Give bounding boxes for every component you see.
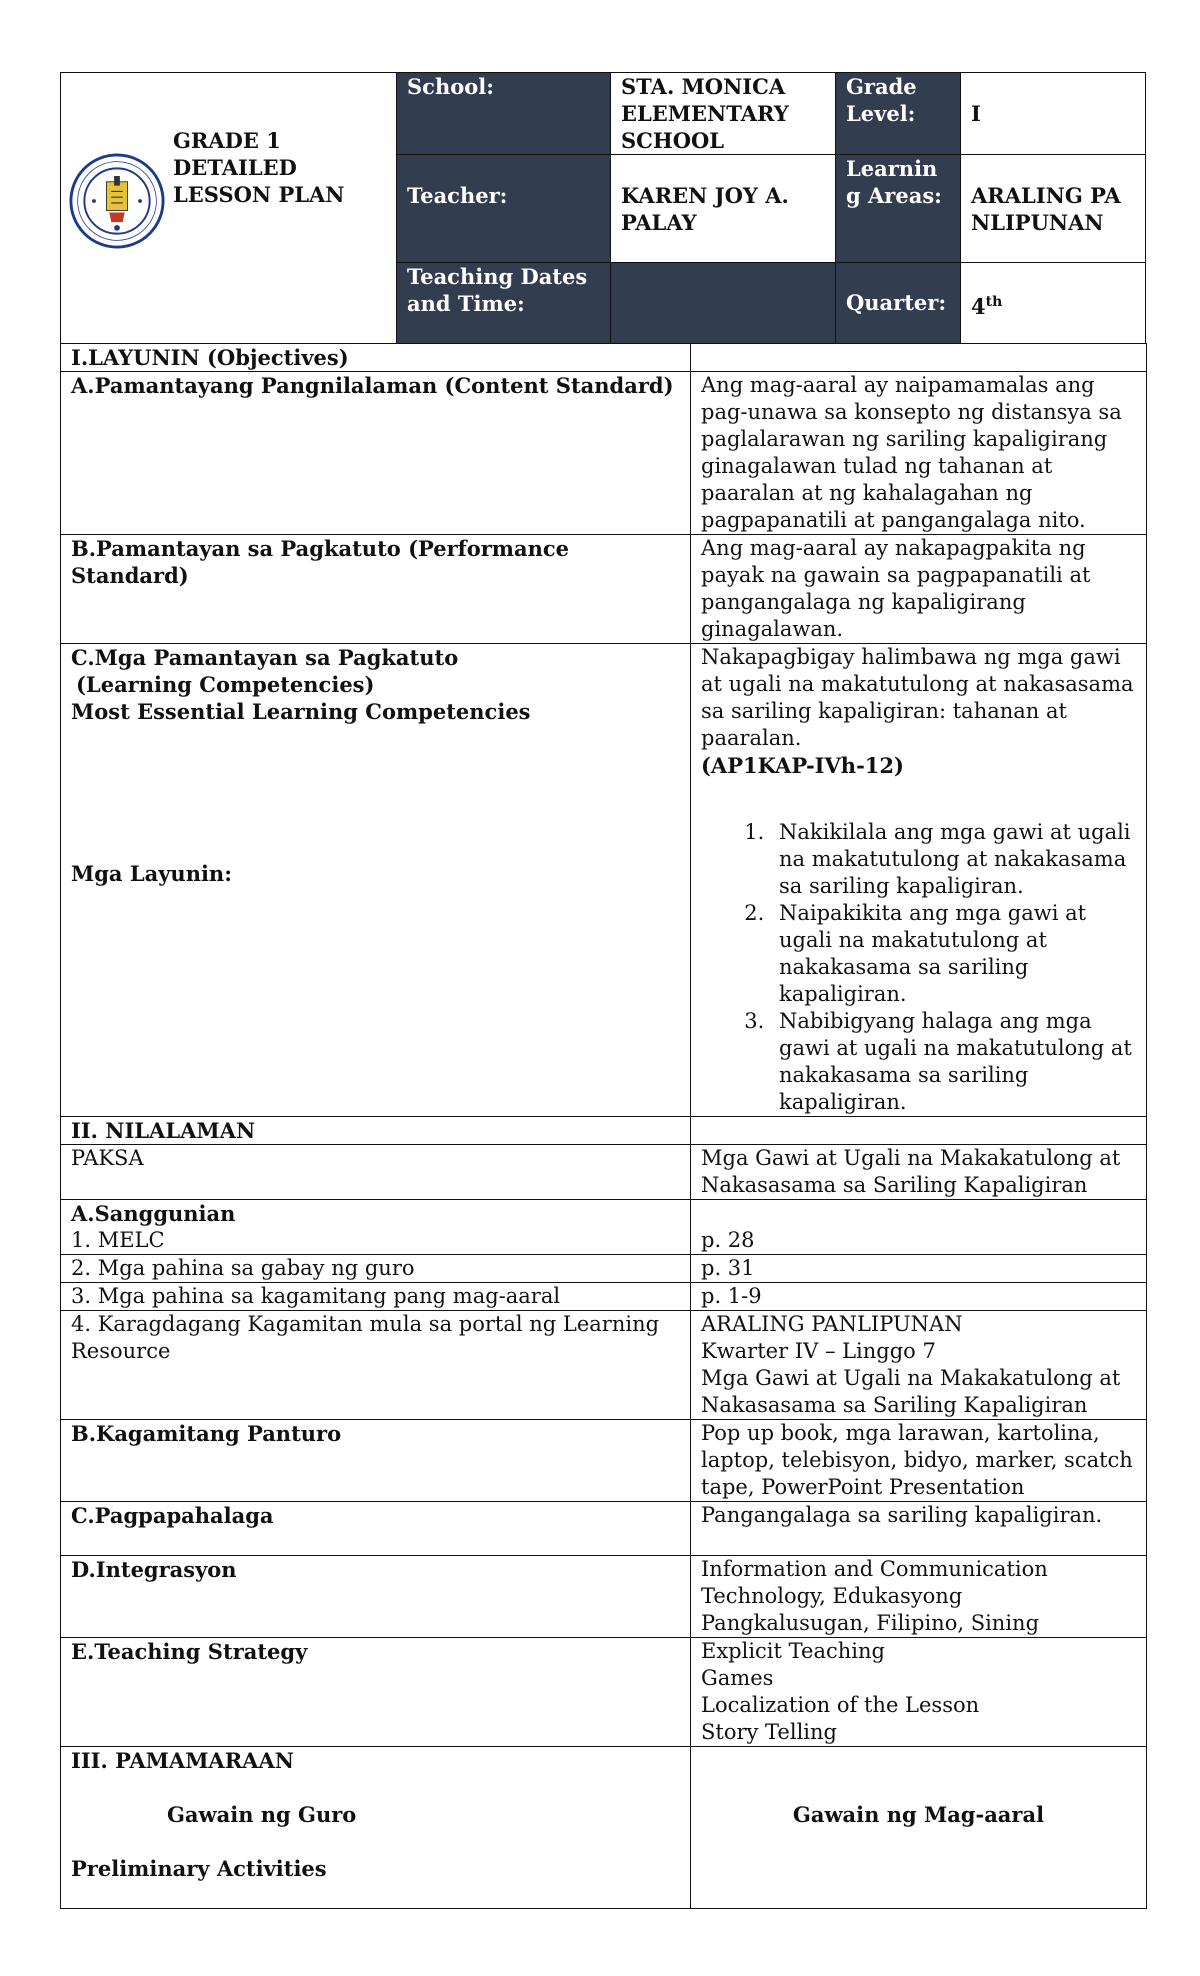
preliminary-activities-label: Preliminary Activities bbox=[71, 1856, 327, 1881]
karagdagang-value bbox=[691, 1311, 1147, 1420]
kagamitan-label: B.Kagamitang Panturo bbox=[61, 1420, 691, 1502]
pamamaraan-heading: III. PAMAMARAAN bbox=[71, 1748, 294, 1773]
reference-label: 3. Mga pahina sa kagamitang pang mag-aaral bbox=[61, 1283, 691, 1311]
objectives-heading: I.LAYUNIN (Objectives) bbox=[61, 344, 691, 372]
grade-level-value: I bbox=[960, 72, 1146, 155]
learning-areas-value: ARALING PANLIPUNAN bbox=[960, 154, 1146, 263]
table-row bbox=[61, 1117, 1147, 1145]
content-standard-value: Ang mag-aaral ay naipamamalas ang pag-unawa sa konsepto ng distansya sa paglalarawan ng sariling kapaligirang ginagalawan tulad ng tahanan at paaralan at ng kahalagahan ng pagpapanatili at pangangalaga nito. bbox=[691, 372, 1147, 535]
competency-label: (Learning Competencies) bbox=[76, 672, 375, 697]
reference-value: p. 31 bbox=[691, 1255, 1147, 1283]
quarter-number: 4 bbox=[971, 294, 986, 319]
sanggunian-cell bbox=[61, 1200, 691, 1255]
teacher-value: KAREN JOY A. PALAY bbox=[610, 154, 836, 263]
sanggunian-label: A.Sanggunian bbox=[71, 1201, 236, 1226]
table-row bbox=[61, 644, 1147, 1117]
karagdagang-line: ARALING PANLIPUNAN bbox=[701, 1312, 963, 1336]
paksa-label: PAKSA bbox=[61, 1145, 691, 1200]
reference-value: p. 28 bbox=[701, 1228, 755, 1252]
content-standard-label: A.Pamantayang Pangnilalaman (Content Standard) bbox=[61, 372, 691, 535]
table-row bbox=[61, 372, 1147, 535]
quarter-suffix: th bbox=[985, 294, 1003, 310]
table-row bbox=[61, 535, 1147, 644]
table-row bbox=[61, 1502, 1147, 1556]
table-row bbox=[61, 1638, 1147, 1747]
table-row bbox=[61, 1420, 1147, 1502]
learning-competencies-value bbox=[691, 644, 1147, 1117]
paksa-value: Mga Gawi at Ugali na Makakatulong at Nakasasama sa Sariling Kapaligiran bbox=[691, 1145, 1147, 1200]
teaching-dates-value bbox=[610, 262, 836, 344]
karagdagang-line: Mga Gawi at Ugali na Makakatulong at Nakasasama sa Sariling Kapaligiran bbox=[701, 1366, 1121, 1417]
performance-standard-label: B.Pamantayan sa Pagkatuto (Performance Standard) bbox=[61, 535, 691, 644]
table-row bbox=[61, 1283, 1147, 1311]
gawain-ng-guro-label: Gawain ng Guro bbox=[167, 1802, 357, 1827]
list-item: 1. Nakikilala ang mga gawi at ugali na makatutulong at nakakasama sa sariling kapaligiran. bbox=[771, 819, 1136, 900]
table-row bbox=[61, 344, 1147, 372]
teaching-strategy-value bbox=[691, 1638, 1147, 1747]
layunin-label: Mga Layunin: bbox=[71, 861, 232, 886]
list-item: 2. Naipakikita ang mga gawi at ugali na makatutulong at nakakasama sa sariling kapaligiran. bbox=[771, 900, 1136, 1008]
pamamaraan-cell bbox=[61, 1747, 691, 1909]
gawain-ng-mag-aaral-label: Gawain ng Mag-aaral bbox=[792, 1802, 1045, 1827]
pagpapahalaga-value: Pangangalaga sa sariling kapaligiran. bbox=[691, 1502, 1147, 1556]
nilalaman-heading: II. NILALAMAN bbox=[61, 1117, 691, 1145]
competency-text: Nakapagbigay halimbawa ng mga gawi at ugali na makatutulong at nakasasama sa sariling kapaligiran: tahanan at paaralan. bbox=[701, 645, 1134, 750]
learning-competencies-cell bbox=[61, 644, 691, 1117]
layunin-list bbox=[701, 819, 1136, 1116]
strategy-line: Explicit Teaching bbox=[701, 1639, 885, 1663]
strategy-line: Story Telling bbox=[701, 1720, 837, 1744]
title-line: GRADE 1 bbox=[173, 128, 281, 153]
reference-label: 1. MELC bbox=[71, 1228, 165, 1252]
grade-level-label: Grade Level: bbox=[835, 72, 961, 155]
deped-seal-icon bbox=[69, 153, 165, 249]
title-line: DETAILED bbox=[173, 155, 297, 180]
table-row bbox=[61, 1200, 1147, 1255]
competency-code: (AP1KAP-IVh-12) bbox=[701, 753, 904, 778]
competency-label: C.Mga Pamantayan sa Pagkatuto bbox=[71, 645, 459, 670]
list-item: 3. Nabibigyang halaga ang mga gawi at ugali na makatutulong at nakakasama sa sariling kapaligiran. bbox=[771, 1008, 1136, 1116]
pagpapahalaga-label: C.Pagpapahalaga bbox=[61, 1502, 691, 1556]
table-row bbox=[61, 1311, 1147, 1420]
empty-cell bbox=[691, 344, 1147, 372]
integrasyon-value: Information and Communication Technology, Edukasyong Pangkalusugan, Filipino, Sining bbox=[691, 1556, 1147, 1638]
sanggunian-value bbox=[691, 1200, 1147, 1255]
karagdagang-line: Kwarter IV – Linggo 7 bbox=[701, 1339, 936, 1363]
table-row bbox=[61, 1747, 1147, 1909]
school-value: STA. MONICA ELEMENTARY SCHOOL bbox=[610, 72, 836, 155]
teaching-dates-label: Teaching Dates and Time: bbox=[396, 262, 611, 344]
learning-areas-label: Learning Areas: bbox=[835, 154, 961, 263]
performance-standard-value: Ang mag-aaral ay nakapagpakita ng payak na gawain sa pagpapanatili at pangangalaga ng kapaligirang ginagalawan. bbox=[691, 535, 1147, 644]
integrasyon-label: D.Integrasyon bbox=[61, 1556, 691, 1638]
strategy-line: Localization of the Lesson bbox=[701, 1693, 980, 1717]
competency-label: Most Essential Learning Competencies bbox=[71, 699, 531, 724]
teacher-label: Teacher: bbox=[396, 154, 611, 263]
empty-cell bbox=[691, 1117, 1147, 1145]
lesson-plan-title bbox=[173, 127, 345, 208]
quarter-value bbox=[960, 262, 1146, 344]
teaching-strategy-label: E.Teaching Strategy bbox=[61, 1638, 691, 1747]
reference-label: 2. Mga pahina sa gabay ng guro bbox=[61, 1255, 691, 1283]
reference-value: p. 1-9 bbox=[691, 1283, 1147, 1311]
school-label: School: bbox=[396, 72, 611, 155]
karagdagang-label: 4. Karagdagang Kagamitan mula sa portal ng Learning Resource bbox=[61, 1311, 691, 1420]
quarter-label: Quarter: bbox=[835, 262, 961, 344]
table-row bbox=[61, 1145, 1147, 1200]
lesson-plan-table bbox=[60, 343, 1147, 1909]
strategy-line: Games bbox=[701, 1666, 774, 1690]
table-row bbox=[61, 1556, 1147, 1638]
title-line: LESSON PLAN bbox=[173, 182, 345, 207]
table-row bbox=[61, 1255, 1147, 1283]
pamamaraan-student-cell bbox=[691, 1747, 1147, 1909]
kagamitan-value: Pop up book, mga larawan, kartolina, laptop, telebisyon, bidyo, marker, scatch tape, PowerPoint Presentation bbox=[691, 1420, 1147, 1502]
